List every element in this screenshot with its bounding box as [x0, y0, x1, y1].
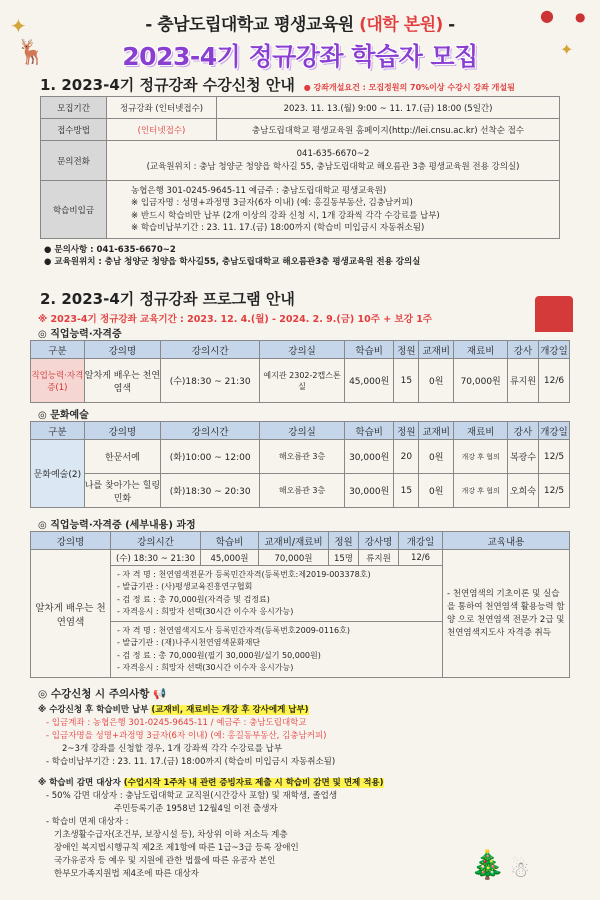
header-highlight: (대학 본원)	[359, 15, 443, 35]
col-header: 교재비	[419, 422, 454, 440]
col-header: 강의실	[260, 422, 345, 440]
cert-line: - 자 격 명 : 천연염색지도사 등록민간자격(등록번호2009-0116호)	[117, 625, 350, 635]
col-header: 정원	[394, 341, 419, 359]
house-icon	[535, 296, 573, 332]
col-header: 강의시간	[161, 422, 260, 440]
table-row: 직업능력·자격증(1) 알차게 배우는 천연염색 (수)18:30 ~ 21:30 예지관 2302-2캡스톤실 45,000원 15 0원 70,000원 류지원 12/6	[31, 359, 570, 403]
group-cell: 문화예술(2)	[31, 440, 85, 508]
col-header: 정원	[329, 532, 359, 550]
col-header: 개강일	[538, 422, 569, 440]
col-header: 강의명	[31, 532, 111, 550]
fee-label: 학습비입금	[41, 181, 107, 239]
col-header: 재료비	[454, 422, 508, 440]
cert-line: - 검 정 료 : 총 70,000원(자격증 및 검정료)	[117, 594, 270, 604]
cert-line: - 자격응시 : 희망자 선택(30시간 이수자 응시가능)	[117, 663, 294, 672]
col-header: 강의시간	[161, 341, 260, 359]
bullet-phone: ● 문의사항 : 041-635-6670~2	[44, 245, 176, 255]
fee-line: ※ 학습비납부기간 : 23. 11. 17.(금) 18:00까지 (학습비 미입금시 자동취소됨)	[131, 223, 425, 233]
section1-note: ● 강좌개설요건 : 모집정원의 70%이상 수강시 강좌 개설됨	[303, 83, 515, 92]
table-row: 나를 찾아가는 힐링 민화 (화)18:30 ~ 20:30 해오름관 3층 30,000원 15 0원 개강 후 협의 오희숙 12/5	[31, 474, 570, 508]
col-header: 강의명	[84, 341, 160, 359]
col-header: 강사	[508, 341, 539, 359]
col-header: 학습비	[201, 532, 259, 550]
notice-body: ※ 수강신청 후 학습비만 납부 (교재비, 재료비는 개강 후 강사에게 납부) - 입금계좌 : 농협은행 301-0245-9645-11 / 예금주 : 충남도립대학교 - 입금자명을 성명+과정명 3글자(6자 이내) (예: 홍길동부동산, 김충남커피) 2~3개 강좌를 신청할 경우, 1개 강좌씩 각각 수강료를 납부 - 학습비납부기간 : 23. 11. 17.(금) 18:00까지 (학습비 미입금시 자동취소됨) ※ 학습비 감면 대상자 (수업시작 1주차 내 관련 증빙자료 제출 시 학습비 감면 및 면제 적용) - 50% 감면 대상자 : 충남도립대학교 교직원(시간강사 포함) 및 재학생, 졸업생 주민등록기준 1958년 12월4일 이전 출생자 - 학습비 면제 대상자 : 기초생활수급자(조건부, 보장시설 등), 차상위 이하 저소득 계층 장애인 복지법시행규칙 제2조 제1항에 따른 1급~3급 등록 장애인 국가유공자 등 예우 및 지원에 관한 법률에 따른 유공자 본인 한부모가족지원법 제4조에 따른 대상자	[38, 705, 384, 879]
col-header: 개강일	[538, 341, 569, 359]
section1-bullets	[0, 244, 420, 268]
col-header: 강의명	[84, 422, 160, 440]
star-icon: ✦	[560, 40, 574, 59]
cat2-table	[30, 421, 570, 508]
col-header: 교육내용	[443, 532, 570, 550]
group-cell: 직업능력·자격증(1)	[31, 359, 85, 403]
page-header	[0, 0, 600, 73]
phone-address: (교육원위치 : 충남 청양군 청양읍 학사길 55, 충남도립대학교 해오름관 3층 평생교육원 전용 강의실)	[146, 161, 520, 172]
course-content: - 천연염색의 기초이론 및 실습을 통하여 천연염색 활용능력 함양 으로 천연염색 전문가 2급 및 천연염색지도사 자격증 취득	[443, 550, 570, 678]
cat3-title: ◎ 직업능력·자격증 (세부내용) 과정	[38, 520, 196, 531]
col-header: 정원	[394, 422, 419, 440]
reindeer-icon: 🦌	[16, 38, 46, 66]
col-header: 강의실	[260, 341, 345, 359]
megaphone-icon: 📢	[153, 688, 167, 700]
notice-title: ◎ 수강신청 시 주의사항 📢	[38, 688, 167, 700]
section1-heading	[0, 74, 600, 95]
section2-title: 2. 2023-4기 정규강좌 프로그램 안내	[40, 290, 295, 308]
method-value: 충남도립대학교 평생교육원 홈페이지(http://lei.cnsu.ac.kr) 선착순 접수	[217, 119, 560, 141]
col-header: 강사명	[359, 532, 399, 550]
cert-line: - 자격응시 : 희망자 선택(30시간 이수자 응시가능)	[117, 607, 294, 616]
fee-line: ※ 입금자명 : 성명+과정명 3글자(6자 이내) (예: 홍길동부동산, 김충남커피)	[131, 198, 413, 208]
cert-line: - 자 격 명 : 천연염색전문가 등록민간자격(등록번호:제2019-003378호)	[117, 569, 371, 579]
section2-period: ※ 2023-4기 정규강좌 교육기간 : 2023. 12. 4.(월) - 2024. 2. 9.(금) 10주 + 보강 1주	[38, 314, 432, 325]
cert-line: - 발급기관 : (재)나주시천연염색문화재단	[117, 638, 261, 647]
col-header: 재료비	[454, 341, 508, 359]
section2-heading	[0, 282, 432, 325]
cat2-title: ◎ 문화예술	[38, 410, 89, 421]
cat3-table: 강의명 강의시간 학습비 교재비/재료비 정원 강사명 개강일 교육내용 알차게 배우는 천연염색 (수) 18:30 ~ 21:30 45,000원 70,000원 15명 류지원 12/6 - 천연염색의 기초이론 및 실습을 통하여 천연염색 활용능력 함양 으로 천연염색 전문가 2급 및 천연염색지도사 자격증 취득 - 자 격 명 : 천연염색전문가 등록민간자격(등록번호:제2019-003378호) - 발급기관 : (사)평생교육진흥연구협회 - 검 정 료 : 총 70,000원(자격증 및 검정료) - 자격응시 : 희망자 선택(30시간 이수자 응시가능) - 자 격 명 : 천연염색지도사 등록민간자격(등록번호2009-0116호) - 발급기관 : (재)나주시천연염색문화재단 - 검 정 료 : 총 70,000원(필기 30,000원/실기 50,000원) - 자격응시 : 희망자 선택(30시간 이수자 응시가능)	[30, 531, 570, 678]
col-header: 교재비/재료비	[259, 532, 329, 550]
table-row: 문화예술(2) 한문서예 (화)10:00 ~ 12:00 해오름관 3층 30,000원 20 0원 개강 후 협의 복광수 12/5	[31, 440, 570, 474]
col-header: 학습비	[344, 422, 394, 440]
cat1-table	[30, 340, 570, 403]
period-label: 모집기간	[41, 97, 107, 119]
col-header: 강사	[508, 422, 539, 440]
col-header: 구분	[31, 422, 85, 440]
page-title: 2023-4기 정규강좌 학습자 모집	[122, 42, 478, 71]
ornament-icon: ●	[540, 6, 554, 25]
col-header: 개강일	[399, 532, 443, 550]
phone-value: 041-635-6670~2	[296, 148, 370, 159]
method-label: 접수방법	[41, 119, 107, 141]
col-header: 학습비	[344, 341, 394, 359]
fee-line: 농협은행 301-0245-9645-11 예금주 : 충남도립대학교 평생교육원)	[131, 185, 387, 196]
period-value: 2023. 11. 13.(월) 9:00 ~ 11. 17.(금) 18:00 (5일간)	[217, 97, 560, 119]
col-header: 구분	[31, 341, 85, 359]
bullet-location: ● 교육원위치 : 충남 청양군 청양읍 학사길55, 충남도립대학교 해오름관3층 평생교육원 전용 강의실	[44, 257, 421, 267]
method-type: (인터넷접수)	[107, 119, 217, 141]
col-header: 강의시간	[111, 532, 201, 550]
cert-line: - 검 정 료 : 총 70,000원(필기 30,000원/실기 50,000원)	[117, 650, 321, 660]
tree-icon: 🎄	[470, 848, 505, 881]
course-name: 알차게 배우는 천연염색	[31, 550, 111, 678]
cat1-title: ◎ 직업능력·자격증	[38, 329, 122, 340]
cert-line: - 발급기관 : (사)평생교육진흥연구협회	[117, 582, 253, 591]
col-header: 교재비	[419, 341, 454, 359]
section1-title: 1. 2023-4기 정규강좌 수강신청 안내	[40, 76, 295, 94]
snowman-icon: ☃	[510, 858, 530, 883]
header-subtitle: - 충남도립대학교 평생교육원 (대학 본원) -	[145, 15, 455, 35]
section1-table	[40, 96, 560, 239]
star-icon: ✦	[10, 14, 27, 38]
fee-line: ※ 반드시 학습비만 납부 (2개 이상의 강좌 신청 시, 1개 강좌씩 각각 수강료를 납부)	[131, 210, 440, 221]
ornament-icon: ●	[575, 10, 586, 24]
phone-label: 문의전화	[41, 141, 107, 181]
period-type: 정규강좌 (인터넷접수)	[107, 97, 217, 119]
